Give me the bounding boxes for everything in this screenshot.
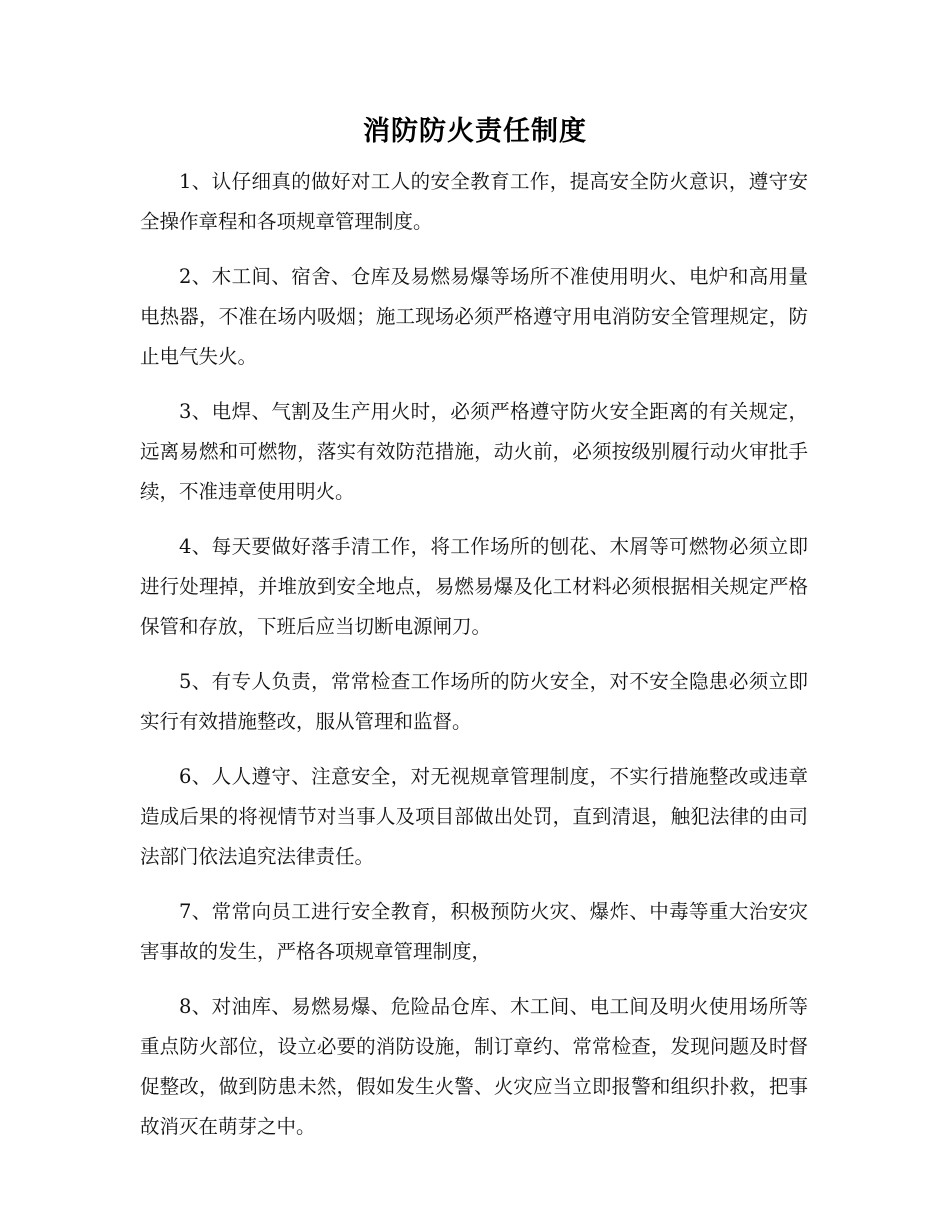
document-title: 消防防火责任制度 [363,116,587,147]
paragraph-5: 5、有专人负责，常常检查工作场所的防火安全，对不安全隐患必须立即实行有效措施整改，服从管理和监督。 [140,670,808,733]
paragraph-8: 8、对油库、易燃易爆、危险品仓库、木工间、电工间及明火使用场所等重点防火部位，设立必要的消防设施，制订章约、常常检查，发现问题及时督促整改，做到防患未然，假如发生火警、火灾应当立即报警和组织扑救，把事故消灭在萌芽之中。 [140,995,808,1138]
paragraph-4: 4、每天要做好落手清工作，将工作场所的刨花、木屑等可燃物必须立即进行处理掉，并堆放到安全地点，易燃易爆及化工材料必须根据相关规定严格保管和存放，下班后应当切断电源闸刀。 [140,535,808,638]
paragraph-3: 3、电焊、气割及生产用火时，必须严格遵守防火安全距离的有关规定，远离易燃和可燃物，落实有效防范措施，动火前，必须按级别履行动火审批手续，不准违章使用明火。 [140,400,808,503]
paragraph-1: 1、认仔细真的做好对工人的安全教育工作，提高安全防火意识，遵守安全操作章程和各项规章管理制度。 [140,170,808,233]
paragraph-6: 6、人人遵守、注意安全，对无视规章管理制度，不实行措施整改或违章造成后果的将视情节对当事人及项目部做出处罚，直到清退，触犯法律的由司法部门依法追究法律责任。 [140,765,808,868]
paragraph-2: 2、木工间、宿舍、仓库及易燃易爆等场所不准使用明火、电炉和高用量电热器，不准在场内吸烟；施工现场必须严格遵守用电消防安全管理规定，防止电气失火。 [140,265,808,368]
paragraph-7: 7、常常向员工进行安全教育，积极预防火灾、爆炸、中毒等重大治安灾害事故的发生，严格各项规章管理制度， [140,900,808,963]
document-body [140,162,808,1162]
